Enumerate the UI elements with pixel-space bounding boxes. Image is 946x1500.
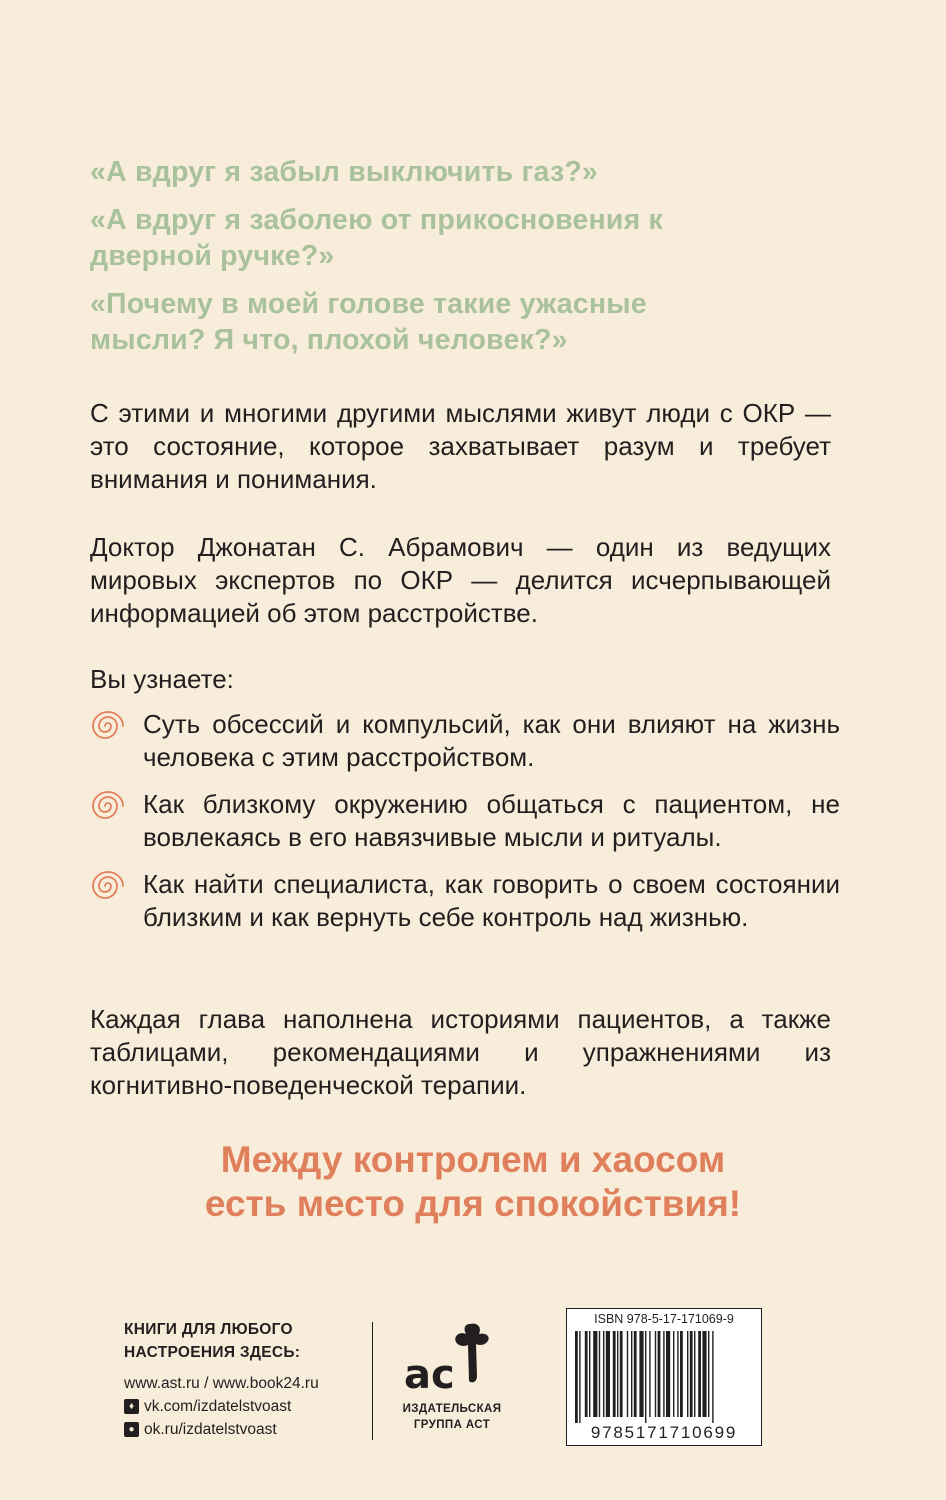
quote-1: «А вдруг я забыл выключить газ?» — [90, 156, 598, 188]
list-item-text: Суть обсессий и компульсий, как они влияют на жизнь человека с этим расстройством. — [143, 709, 840, 772]
spiral-bullet-icon — [90, 709, 126, 743]
barcode-bar — [620, 1331, 623, 1417]
barcode-bar — [698, 1331, 701, 1417]
barcode-bar — [613, 1331, 616, 1417]
ok-icon: ● — [124, 1422, 139, 1437]
barcode-bar — [645, 1331, 646, 1423]
quote-3: «Почему в моей голове такие ужасные мысли? Я что, плохой человек?» — [90, 288, 647, 356]
website-links[interactable]: www.ast.ru / www.book24.ru — [124, 1375, 319, 1392]
author-paragraph: Доктор Джонатан С. Абрамович — один из ведущих мировых экспертов по ОКР — делится исчерпывающей информацией об этом расстройстве. — [90, 532, 831, 628]
spiral-bullet-icon — [90, 789, 126, 823]
ok-link[interactable] — [124, 1418, 364, 1441]
footer-links — [124, 1318, 364, 1441]
barcode-bar — [687, 1331, 688, 1417]
ok-link-text: ok.ru/izdatelstvoast — [144, 1421, 277, 1438]
footer-title-line-2: НАСТРОЕНИЯ ЗДЕСЬ: — [124, 1344, 301, 1361]
isbn-barcode — [566, 1308, 762, 1446]
barcode-bar — [708, 1331, 709, 1417]
intro-paragraph: С этими и многими другими мыслями живут люди с ОКР — это состояние, которое захватывает разум и требует внимания и понимания. — [90, 398, 831, 494]
svg-text:ас: ас — [404, 1352, 455, 1396]
barcode-bar — [585, 1331, 588, 1417]
barcode-bar — [658, 1331, 661, 1417]
barcode-bar — [655, 1331, 656, 1417]
footer-title-line-1: КНИГИ ДЛЯ ЛЮБОГО — [124, 1321, 293, 1338]
barcode-bar — [603, 1331, 604, 1417]
ast-logo-icon — [392, 1318, 512, 1396]
publisher-line-1: ИЗДАТЕЛЬСКАЯ — [402, 1403, 502, 1415]
publisher-line-2: ГРУППА АСТ — [413, 1419, 491, 1431]
barcode-bar — [649, 1331, 650, 1417]
list-item — [90, 708, 840, 774]
barcode-bar — [634, 1331, 637, 1417]
slogan — [0, 1138, 946, 1226]
barcode-bar — [606, 1331, 610, 1417]
barcode-bar — [663, 1331, 664, 1417]
barcode-bars — [575, 1331, 753, 1423]
learn-heading: Вы узнаете: — [90, 664, 234, 694]
learn-list — [90, 708, 840, 948]
chapters-paragraph: Каждая глава наполнена историями пациентов, а также таблицами, рекомендациями и упражнениями из когнитивно-поведенческой терапии. — [90, 1004, 831, 1100]
list-item — [90, 788, 840, 854]
slogan-line-1: Между контролем и хаосом — [220, 1139, 726, 1180]
list-item — [90, 868, 840, 934]
barcode-bar — [690, 1331, 693, 1417]
spiral-bullet-icon — [90, 869, 126, 903]
barcode-bar — [617, 1331, 618, 1417]
barcode-bar — [639, 1331, 643, 1417]
barcode-bar — [599, 1331, 600, 1417]
barcode-bar — [579, 1331, 580, 1423]
publisher-logo — [392, 1318, 512, 1433]
barcode-bar — [680, 1331, 683, 1417]
vk-icon: ♦ — [124, 1399, 139, 1414]
barcode-bar — [589, 1331, 590, 1417]
barcode-bar — [593, 1331, 597, 1417]
slogan-line-2: есть место для спокойствия! — [204, 1183, 742, 1224]
barcode-digits: 9785171710699 — [590, 1423, 738, 1442]
barcode-bar — [631, 1331, 632, 1417]
quotes-block — [90, 154, 850, 370]
barcode-bar — [627, 1331, 628, 1417]
vk-link[interactable] — [124, 1395, 364, 1418]
isbn-label: ISBN 978-5-17-171069-9 — [594, 1312, 734, 1326]
barcode-bar — [702, 1331, 706, 1417]
barcode-bar — [666, 1331, 670, 1417]
barcode-bar — [575, 1331, 578, 1423]
quote-2: «А вдруг я заболею от прикосновения к дверной ручке?» — [90, 204, 664, 272]
list-item-text: Как найти специалиста, как говорить о своем состоянии близким и как вернуть себе контроль над жизнью. — [143, 869, 840, 932]
barcode-bar — [673, 1331, 674, 1417]
vk-link-text: vk.com/izdatelstvoast — [144, 1398, 292, 1415]
barcode-bar — [677, 1331, 678, 1417]
barcode-bar — [712, 1331, 713, 1423]
list-item-text: Как близкому окружению общаться с пациентом, не вовлекаясь в его навязчивые мысли и ритуалы. — [143, 789, 840, 852]
footer-divider — [372, 1322, 373, 1440]
barcode-bar — [694, 1331, 695, 1417]
